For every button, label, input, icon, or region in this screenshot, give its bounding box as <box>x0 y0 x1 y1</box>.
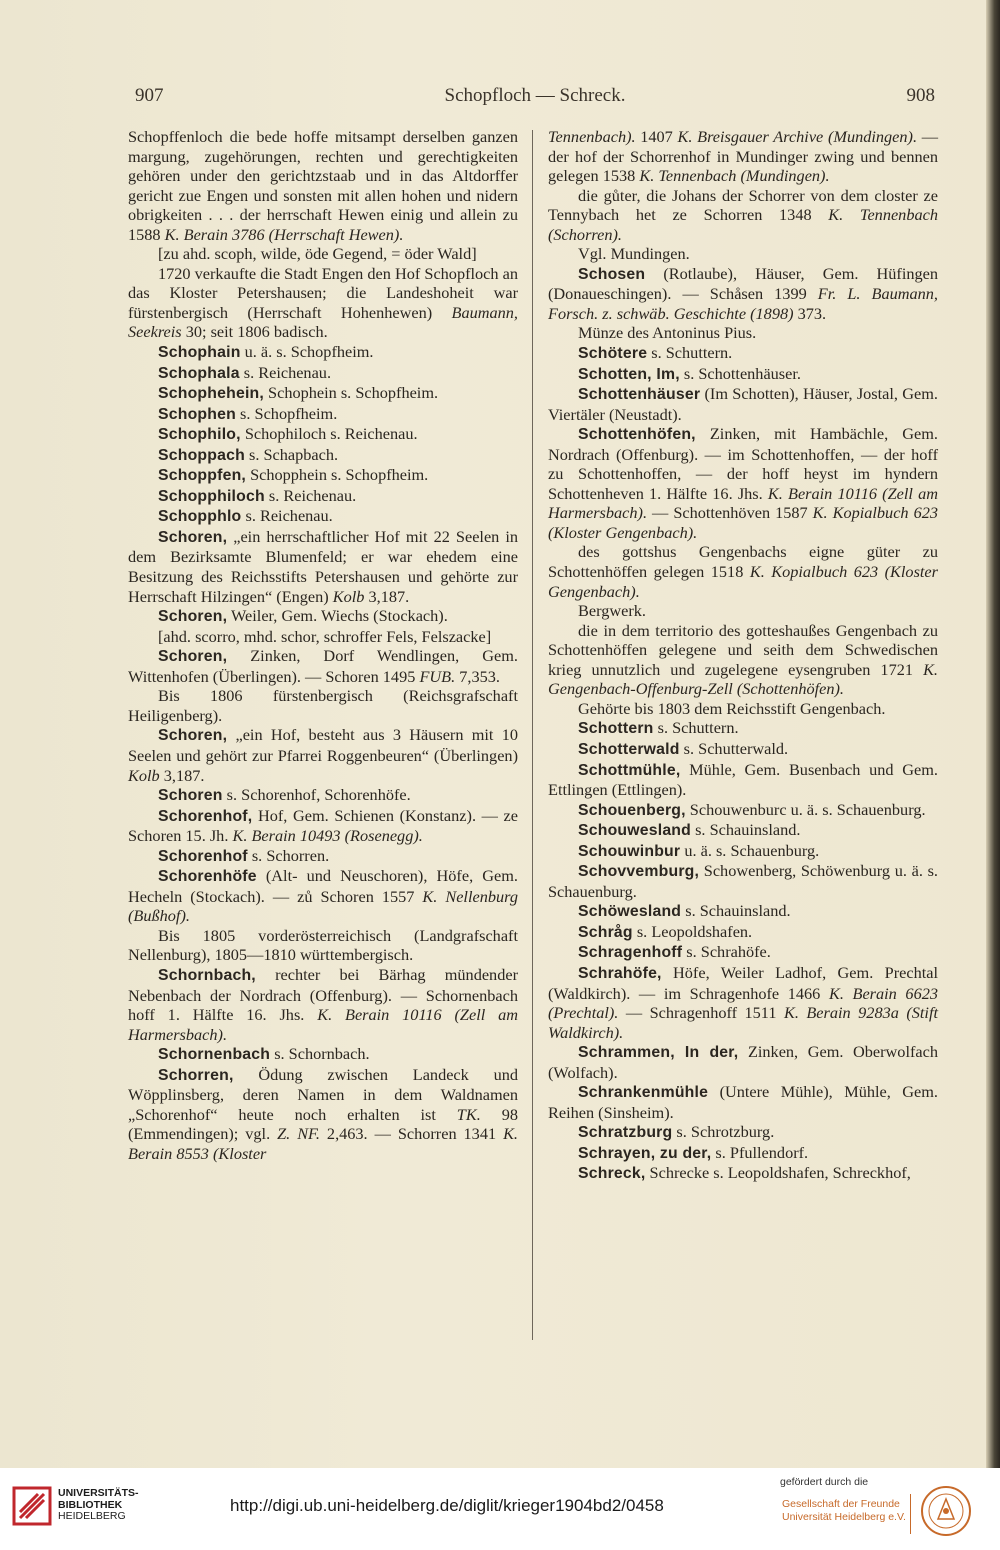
entry-headword: Schoren, <box>158 648 228 666</box>
entry-paragraph <box>128 1044 518 1065</box>
entry-text: s. Schopfheim. <box>235 403 338 423</box>
entry-text: s. Schuttern. <box>647 343 733 363</box>
entry-headword: Schragenhoff <box>578 944 683 962</box>
footer-bar <box>0 1468 1000 1550</box>
entry-headword: Schoppfen, <box>158 467 247 485</box>
entry-paragraph <box>548 760 938 800</box>
entry-paragraph <box>548 542 938 601</box>
entry-citation: Kolb <box>128 765 160 785</box>
entry-text: Schouwenburc u. ä. s. Schauenburg. <box>685 799 926 819</box>
entry-text: — Schottenhöven 1587 <box>647 503 813 523</box>
entry-paragraph <box>548 963 938 1042</box>
entry-paragraph <box>548 424 938 542</box>
entry-text: s. Reichenau. <box>239 362 332 382</box>
entry-text: [zu ahd. scoph, wilde, öde Gegend, = öder Wald] <box>158 244 477 264</box>
entry-text: Bis 1805 vorderösterreichisch (Landgrafschaft Nellenburg), 1805—1810 württembergisch. <box>128 925 518 965</box>
entry-headword: Schottern <box>578 720 654 738</box>
entry-paragraph <box>128 383 518 404</box>
entry-paragraph <box>128 404 518 425</box>
entry-text: Bis 1806 fürstenbergisch (Reichsgrafschaft Heiligenberg). <box>128 686 518 725</box>
entry-paragraph <box>128 506 518 527</box>
entry-text: [ahd. scorro, mhd. schor, schroffer Fels, Felszacke] <box>158 626 492 646</box>
entry-headword: Schouwinbur <box>578 842 681 860</box>
entry-paragraph <box>128 486 518 507</box>
entry-citation: K. Berain 8553 (Kloster <box>128 1124 518 1163</box>
entry-text: s. Pfullendorf. <box>711 1142 809 1162</box>
entry-text: „ein herrschaftlicher Hof mit 22 Seelen in dem Bezirksamte Blumenfeld; er war ehedem eine Besitzung des Reichsstifts Petershausen und gehörte zur Herrschaft Hilzingen“ (Engen) <box>128 526 518 606</box>
entry-text: s. Reichenau. <box>241 506 333 526</box>
entry-citation: K. Berain 9283a (Stift Waldkirch). <box>548 1003 938 1042</box>
entry-text: die in dem territorio des gotteshaußes Gengenbach zu Schottenhöffen gelegene und seith dem Schwedischen krieg unnutzlich und zugelegene eysengruben 1721 <box>548 620 938 679</box>
entry-text: Schrecke s. Leopoldshafen, Schreckhof, <box>645 1163 911 1183</box>
entry-citation: K. Nellenburg (Bußhof). <box>128 886 518 926</box>
entry-citation: Kolb <box>332 586 365 606</box>
entry-paragraph <box>548 800 938 821</box>
entry-text: s. Schrotzburg. <box>672 1122 775 1142</box>
entry-paragraph <box>128 806 518 846</box>
entry-text: (Alt- und Neuschoren), Höfe, Gem. Hecheln (Stockach). — zů Schoren 1557 <box>128 866 518 906</box>
entry-paragraph <box>128 244 518 264</box>
entry-paragraph <box>128 264 518 342</box>
running-title: Schopfloch — Schreck. <box>444 85 626 106</box>
entry-headword: Schoppach <box>158 446 245 464</box>
entry-text: „ein Hof, besteht aus 3 Häusern mit 10 Seelen und gehört zur Pfarrei Roggenbeuren“ (Überlingen) <box>128 725 518 765</box>
entry-text: Schopffenloch die bede hoffe mitsampt derselben ganzen margung, zugehörungen, rechten und gerechtigkeiten gehören under den gerichtzstaab und in das Altdorffer gericht zue Engen und sonsten mit allen hohen und nidern obrigkeiten . . . der herrschaft Hewen einig und allein zu 1588 <box>128 127 518 244</box>
entry-text: s. Schapbach. <box>244 444 339 464</box>
entry-headword: Schottenhöfen, <box>578 426 696 444</box>
entry-text: Mühle, Gem. Busenbach und Gem. Ettlingen (Ettlingen). <box>548 759 938 800</box>
sponsor-name: Gesellschaft der Freunde Universität Heidelberg e.V. <box>782 1498 906 1523</box>
entry-headword: Schophehein, <box>158 385 264 403</box>
entry-headword: Schophilo, <box>158 426 241 444</box>
entry-text: Weiler, Gem. Wiechs (Stockach). <box>227 606 448 626</box>
entry-citation: K. Berain 6623 (Prechtal). <box>548 983 938 1023</box>
entry-text: Zinken, Gem. Oberwolfach (Wolfach). <box>548 1042 938 1082</box>
entry-text: s. Schrahöfe. <box>682 942 771 962</box>
entry-text: 373. <box>793 303 827 323</box>
entry-text: s. Schottenhäuser. <box>679 363 801 383</box>
entry-citation: K. Tennenbach (Schorren). <box>548 205 938 244</box>
entry-headword: Schotterwald <box>578 740 680 758</box>
entry-headword: Schrammen, In der, <box>578 1044 739 1062</box>
entry-paragraph <box>548 718 938 739</box>
entry-text: — Schragenhoff 1511 <box>618 1003 784 1023</box>
entry-headword: Schoren, <box>158 528 228 546</box>
page-edge <box>986 0 1000 1468</box>
entry-paragraph <box>548 841 938 862</box>
entry-text: Münze des Antoninus Pius. <box>578 323 757 343</box>
entry-paragraph <box>128 866 518 926</box>
entry-headword: Schoren <box>158 787 223 805</box>
library-name: UNIVERSITÄTS- BIBLIOTHEK HEIDELBERG <box>58 1487 139 1522</box>
entry-text: s. Schorenhof, Schorenhöfe. <box>222 785 411 805</box>
entry-text: Höfe, Weiler Ladhof, Gem. Prechtal (Waldkirch). — im Schragenhofe 1466 <box>548 962 938 1003</box>
entry-headword: Schöwesland <box>578 903 682 921</box>
right-page-number: 908 <box>906 85 935 106</box>
entry-headword: Schottenhäuser <box>578 386 701 404</box>
entry-headword: Schoren, <box>158 727 228 745</box>
entry-text: — der hof der Schorrenhof in Mundinger zwing und bennen gelegen 1538 <box>548 127 939 186</box>
entry-paragraph <box>128 686 518 725</box>
entry-text: (Im Schotten), Häuser, Jostal, Gem. Viertäler (Neustadt). <box>548 384 938 424</box>
entry-paragraph <box>128 606 518 627</box>
entry-paragraph <box>128 846 518 867</box>
entry-headword: Schornenbach <box>158 1046 271 1064</box>
entry-text: Bergwerk. <box>578 601 646 621</box>
entry-text: Schopphein s. Schopfheim. <box>246 465 429 485</box>
entry-headword: Schopphlo <box>158 508 242 526</box>
entry-citation: K. Berain 10116 (Zell am Harmersbach). <box>128 1005 519 1044</box>
entry-paragraph <box>128 342 518 363</box>
entry-headword: Schråg <box>578 923 633 941</box>
column-divider <box>532 130 533 1340</box>
entry-paragraph <box>548 1122 938 1143</box>
entry-headword: Schrayen, zu der, <box>578 1144 712 1162</box>
entry-text: 1720 verkaufte die Stadt Engen den Hof Schopfloch an das Kloster Petershausen; die Landeshoheit war fürstenbergisch (Herrschaft Hohenhewen) <box>128 263 518 322</box>
entry-paragraph <box>548 699 938 719</box>
entry-paragraph <box>548 820 938 841</box>
entry-paragraph <box>548 264 938 324</box>
entry-paragraph <box>128 527 518 606</box>
running-header <box>135 85 935 113</box>
entry-paragraph <box>128 646 518 686</box>
entry-paragraph <box>128 465 518 486</box>
permalink-url[interactable]: http://digi.ub.uni-heidelberg.de/diglit/krieger1904bd2/0458 <box>230 1496 664 1515</box>
entry-text: s. Schutterwald. <box>679 738 789 758</box>
entry-paragraph <box>128 363 518 384</box>
entry-text: 2,463. — Schorren 1341 <box>319 1124 504 1144</box>
entry-paragraph <box>548 922 938 943</box>
entry-headword: Schreck, <box>578 1165 646 1183</box>
entry-headword: Schornbach, <box>158 966 256 984</box>
university-seal-icon <box>920 1485 972 1537</box>
entry-text: (Rotlaube), Häuser, Gem. Hüfingen (Donaueschingen). — Schåsen 1399 <box>548 263 938 304</box>
entry-text: rechter bei Bärhag mündender Nebenbach der Nordrach (Offenburg). — Schornenbach hoff 1. Hälfte 16. Jhs. <box>128 964 518 1025</box>
entry-headword: Schorren, <box>158 1066 234 1084</box>
entry-paragraph <box>128 965 518 1044</box>
entry-text: Schophiloch s. Reichenau. <box>240 424 418 444</box>
sponsor-caption: gefördert durch die <box>780 1476 869 1488</box>
entry-paragraph <box>128 445 518 466</box>
entry-citation: Tennenbach). <box>548 127 636 146</box>
entry-headword: Schophala <box>158 364 240 382</box>
entry-paragraph <box>548 1163 938 1184</box>
entry-text: Zinken, Dorf Wendlingen, Gem. Wittenhofen (Überlingen). — Schoren 1495 <box>128 646 518 686</box>
entry-paragraph <box>548 1042 938 1082</box>
entry-text: s. Reichenau. <box>264 485 357 505</box>
entry-headword: Schoren, <box>158 608 228 626</box>
entry-text: 3,187. <box>364 586 410 606</box>
left-page-number: 907 <box>135 85 164 106</box>
entry-headword: Schorenhof, <box>158 807 253 825</box>
entry-headword: Schophen <box>158 405 236 423</box>
entry-paragraph <box>548 343 938 364</box>
entry-paragraph <box>128 627 518 647</box>
entry-headword: Schopphiloch <box>158 487 265 505</box>
entry-citation: K. Berain 3786 (Herrschaft Hewen). <box>164 224 404 244</box>
entry-paragraph <box>548 739 938 760</box>
entry-text: (Untere Mühle), Mühle, Gem. Reihen (Sinsheim). <box>548 1082 938 1122</box>
entry-citation: Baumann, Seekreis <box>128 302 518 342</box>
entry-paragraph <box>548 1143 938 1164</box>
entry-text: Schophein s. Schopfheim. <box>263 383 439 403</box>
entry-text: Vgl. Mundingen. <box>578 244 690 264</box>
entry-headword: Schotten, Im, <box>578 365 680 383</box>
entry-paragraph <box>548 861 938 901</box>
entry-citation: K. Kopialbuch 623 (Kloster Gengenbach). <box>548 503 938 542</box>
sponsor-divider <box>910 1494 911 1534</box>
entry-paragraph <box>128 127 518 244</box>
entry-text: s. Schuttern. <box>653 718 739 738</box>
entry-text: 98 (Emmendingen); vgl. <box>128 1104 518 1144</box>
entry-headword: Schrahöfe, <box>578 964 662 982</box>
entry-paragraph <box>128 926 518 965</box>
entry-citation: Z. NF. <box>277 1124 320 1144</box>
entry-headword: Schorenhof <box>158 847 248 865</box>
entry-headword: Schosen <box>578 265 646 283</box>
entry-paragraph <box>128 725 518 785</box>
entry-headword: Schouenberg, <box>578 801 686 819</box>
entry-text: Zinken, mit Hambächle, Gem. Nordrach (Offenburg). — im Schottenhoffen, — der hoff zu Schottenhoffen, — der hoff heyst im hyndern Schottenheven 1. Hälfte 16. Jhs. <box>548 424 938 503</box>
entry-text: Schowenberg, Schöwenburg u. ä. s. Schauenburg. <box>548 861 938 901</box>
entry-paragraph <box>548 127 938 186</box>
entry-text: 30; seit 1806 badisch. <box>181 322 328 342</box>
entry-citation: K. Tennenbach (Mundingen). <box>639 166 830 186</box>
entry-headword: Schorenhöfe <box>158 868 257 886</box>
entry-text: 3,187. <box>159 765 205 785</box>
entry-text: 1407 <box>635 127 678 146</box>
entry-paragraph <box>548 323 938 343</box>
entry-paragraph <box>128 785 518 806</box>
entry-text: u. ä. s. Schauenburg. <box>680 840 820 860</box>
entry-text: s. Schauinsland. <box>681 901 791 921</box>
entry-citation: FUB. <box>419 666 456 686</box>
entry-paragraph <box>548 384 938 424</box>
entry-citation: K. Breisgauer Archive (Mundingen). <box>677 127 918 146</box>
entry-text: Gehörte bis 1803 dem Reichsstift Gengenbach. <box>578 698 886 718</box>
entry-headword: Schovvemburg, <box>578 863 700 881</box>
entry-headword: Schouwesland <box>578 822 692 840</box>
entry-paragraph <box>548 942 938 963</box>
left-column <box>128 127 518 1163</box>
entry-text: u. ä. s. Schopfheim. <box>240 342 374 362</box>
entry-paragraph <box>548 186 938 245</box>
university-library-logo-icon <box>12 1486 52 1526</box>
entry-text: des gottshus Gengenbachs eigne güter zu Schottenhöffen gelegen 1518 <box>548 542 938 582</box>
entry-headword: Schötere <box>578 345 648 363</box>
entry-citation: K. Berain 10493 (Rosenegg). <box>232 826 423 846</box>
entry-citation: Fr. L. Baumann, Forsch. z. schwäb. Geschichte (1898) <box>548 284 938 323</box>
entry-paragraph <box>548 244 938 264</box>
entry-text: s. Schornbach. <box>270 1044 370 1064</box>
right-column <box>548 127 938 1184</box>
entry-paragraph <box>548 1082 938 1122</box>
entry-headword: Schratzburg <box>578 1124 673 1142</box>
entry-paragraph <box>128 1065 518 1164</box>
entry-paragraph <box>548 601 938 621</box>
entry-text: s. Leopoldshafen. <box>632 921 753 941</box>
entry-citation: K. Gengenbach-Offenburg-Zell (Schottenhöfen). <box>548 659 938 699</box>
entry-paragraph <box>548 621 938 699</box>
entry-text: die gůter, die Johans der Schorrer von dem closter ze Tennybach het ze Schorren 1348 <box>548 185 938 225</box>
entry-text: 7,353. <box>455 666 500 686</box>
entry-text: Hof, Gem. Schienen (Konstanz). — ze Schoren 15. Jh. <box>128 805 518 846</box>
entry-citation: TK. <box>456 1104 481 1124</box>
entry-citation: K. Kopialbuch 623 (Kloster Gengenbach). <box>548 562 938 601</box>
entry-citation: K. Berain 10116 (Zell am Harmersbach). <box>548 483 939 523</box>
entry-headword: Schrankenmühle <box>578 1084 709 1102</box>
entry-text: s. Schorren. <box>247 845 330 865</box>
entry-text: s. Schauinsland. <box>691 820 801 840</box>
entry-headword: Schophain <box>158 344 241 362</box>
entry-paragraph <box>548 901 938 922</box>
entry-headword: Schottmühle, <box>578 761 681 779</box>
entry-paragraph <box>548 364 938 385</box>
entry-text: Ödung zwischen Landeck und Wöpplinsberg, deren Namen in dem Waldnamen „Schorenhof“ heute noch erhalten ist <box>128 1064 518 1124</box>
entry-paragraph <box>128 424 518 445</box>
